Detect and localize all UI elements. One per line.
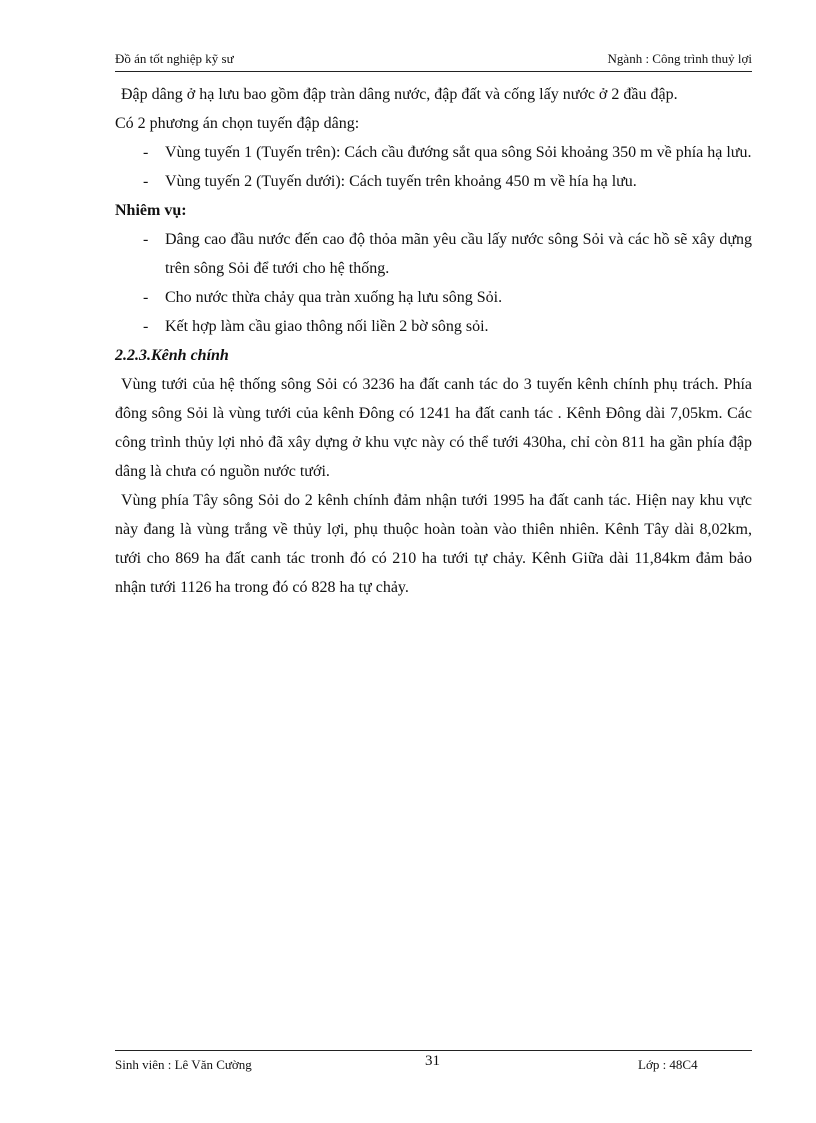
tasks-list bbox=[115, 225, 752, 341]
paragraph-east-canal: Vùng tưới của hệ thống sông Sỏi có 3236 ha đất canh tác do 3 tuyến kênh chính phụ trách. Phía đông sông Sỏi là vùng tưới của kênh Đông có 1241 ha đất canh tác . Kênh Đông dài 7,05km. Các công trình thủy lợi nhỏ đã xây dựng ở khu vực này có thể tưới 430ha, chỉ còn 811 ha gần phía đập dâng là chưa có nguồn nước tưới. bbox=[115, 376, 752, 480]
list-item-text: Cho nước thừa chảy qua tràn xuống hạ lưu sông Sỏi. bbox=[165, 289, 503, 306]
page-content bbox=[115, 80, 752, 602]
list-item bbox=[115, 138, 752, 167]
footer-class: Lớp : 48C4 bbox=[638, 1057, 698, 1072]
footer-student-name: Sinh viên : Lê Văn Cường bbox=[115, 1057, 252, 1072]
bullet-dash: - bbox=[143, 173, 149, 190]
bullet-dash: - bbox=[143, 318, 149, 335]
section-heading: 2.2.3.Kênh chính bbox=[115, 347, 229, 364]
bullet-dash: - bbox=[143, 231, 149, 248]
list-item bbox=[115, 225, 752, 283]
list-item-text: Dâng cao đầu nước đến cao độ thỏa mãn yêu cầu lấy nước sông Sỏi và các hồ sẽ xây dựng trên sông Sỏi để tưới cho hệ thống. bbox=[165, 231, 752, 277]
header-left-text: Đồ án tốt nghiệp kỹ sư bbox=[115, 51, 234, 66]
list-item-text: Vùng tuyến 1 (Tuyến trên): Cách cầu đướng sắt qua sông Sỏi khoảng 350 m về phía hạ lưu. bbox=[165, 144, 752, 161]
list-item-text: Vùng tuyến 2 (Tuyến dưới): Cách tuyến trên khoảng 450 m về hía hạ lưu. bbox=[165, 173, 637, 190]
page-number: 31 bbox=[425, 1053, 440, 1069]
paragraph-west-canal: Vùng phía Tây sông Sỏi do 2 kênh chính đảm nhận tưới 1995 ha đất canh tác. Hiện nay khu vực này đang là vùng trắng về thủy lợi, phụ thuộc hoàn toàn vào thiên nhiên. Kênh Tây dài 8,02km, tưới cho 869 ha đất canh tác tronh đó có 210 ha tưới tự chảy. Kênh Giữa dài 11,84km đảm bảo nhận tưới 1126 ha trong đó có 828 ha tự chảy. bbox=[115, 492, 752, 596]
list-item bbox=[115, 167, 752, 196]
list-item bbox=[115, 312, 752, 341]
paragraph-dam-description: Đập dâng ở hạ lưu bao gồm đập tràn dâng nước, đập đất và cống lấy nước ở 2 đầu đập. bbox=[121, 86, 678, 103]
tasks-heading: Nhiêm vụ: bbox=[115, 202, 187, 219]
list-item-text: Kết hợp làm cầu giao thông nối liền 2 bờ sông sỏi. bbox=[165, 318, 489, 335]
bullet-dash: - bbox=[143, 144, 149, 161]
header-right-text: Ngành : Công trình thuỷ lợi bbox=[607, 51, 752, 66]
list-item bbox=[115, 283, 752, 312]
options-list bbox=[115, 138, 752, 196]
bullet-dash: - bbox=[143, 289, 149, 306]
page-footer bbox=[115, 1050, 752, 1075]
paragraph-options-intro: Có 2 phương án chọn tuyến đập dâng: bbox=[115, 115, 360, 132]
page-header bbox=[115, 49, 752, 72]
